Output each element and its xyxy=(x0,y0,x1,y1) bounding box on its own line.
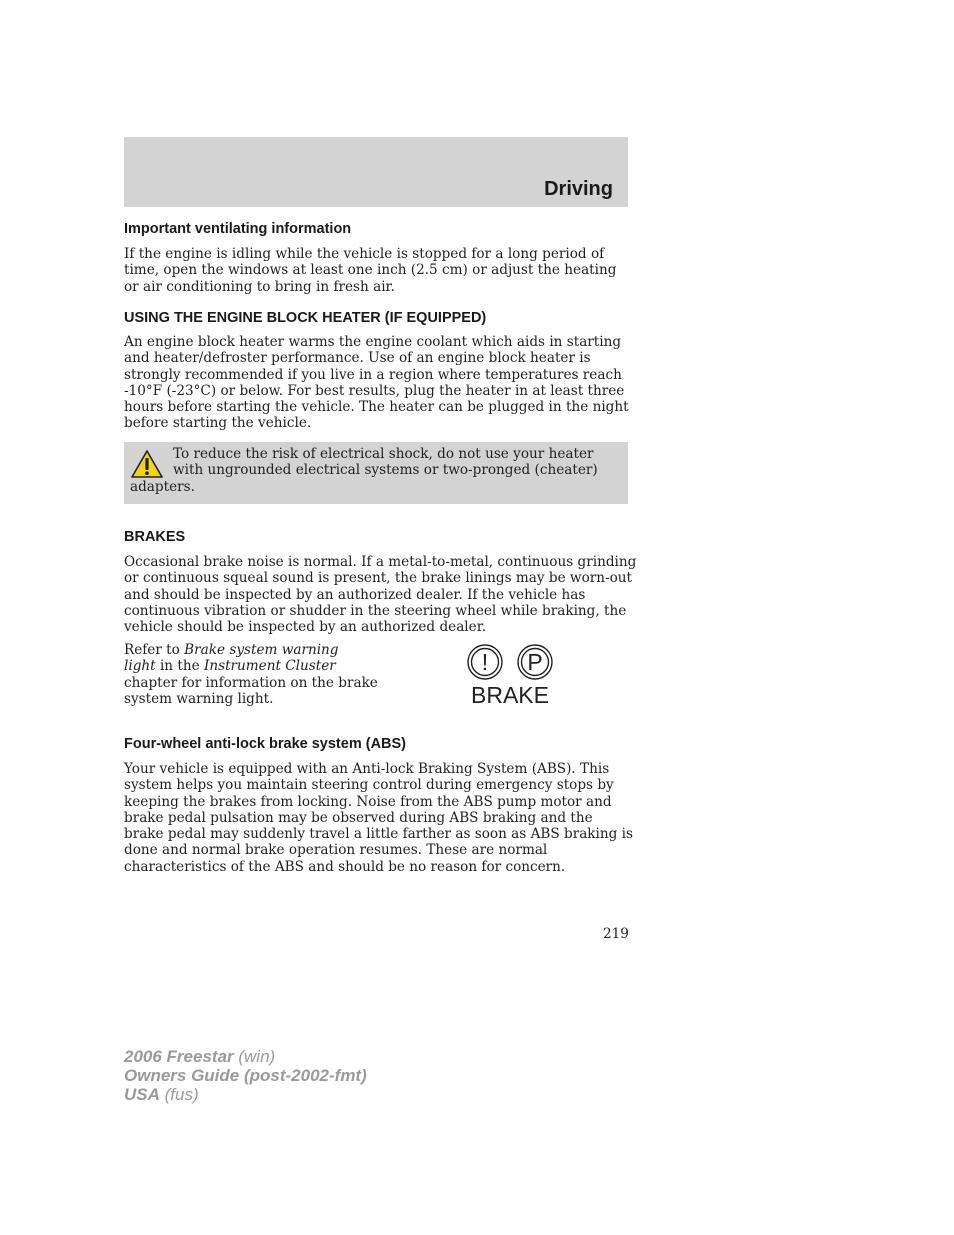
brake-light-reference xyxy=(124,642,384,707)
footer-guide: Owners Guide (post-2002-fmt) xyxy=(124,1066,367,1085)
text-line: continuous vibration or shudder in the steering wheel while braking, the xyxy=(124,602,627,619)
text-line: time, open the windows at least one inch (2.5 cm) or adjust the heating xyxy=(124,262,617,279)
text-line: keeping the brakes from locking. Noise from the ABS pump motor and xyxy=(124,793,612,810)
page-number: 219 xyxy=(603,926,629,942)
text-line xyxy=(124,642,384,658)
text-line: An engine block heater warms the engine coolant which aids in starting xyxy=(124,334,622,350)
refer-prefix: Refer to xyxy=(124,642,185,658)
text-line: vehicle should be inspected by an authorized dealer. xyxy=(124,619,487,636)
text-line: and heater/defroster performance. Use of an engine block heater is xyxy=(124,350,591,367)
text-line: Your vehicle is equipped with an Anti-lock Braking System (ABS). This xyxy=(124,761,610,777)
text-line: Occasional brake noise is normal. If a metal-to-metal, continuous grinding xyxy=(124,554,637,570)
section-header-band xyxy=(124,137,628,207)
brakes-heading: BRAKES xyxy=(124,529,186,545)
brakes-paragraph xyxy=(124,554,637,636)
text-line: If the engine is idling while the vehicle is stopped for a long period of xyxy=(124,246,605,262)
instrument-cluster-link-text: Instrument Cluster xyxy=(203,658,336,675)
text-line: brake pedal may suddenly travel a little farther as soon as ABS braking is xyxy=(124,826,633,843)
text-line: before starting the vehicle. xyxy=(124,415,312,432)
footer-line xyxy=(124,1085,367,1104)
text-line xyxy=(124,658,384,674)
text-line: and should be inspected by an authorized dealer. If the vehicle has xyxy=(124,586,586,603)
text-line: or continuous squeal sound is present, the brake linings may be worn-out xyxy=(124,570,633,587)
ventilating-heading: Important ventilating information xyxy=(124,221,352,237)
text-line: or air conditioning to bring in fresh air. xyxy=(124,278,395,295)
warning-line: with ungrounded electrical systems or two-pronged (cheater) xyxy=(173,462,598,479)
section-title: Driving xyxy=(544,178,613,200)
block-heater-heading: USING THE ENGINE BLOCK HEATER (IF EQUIPPED) xyxy=(124,310,487,326)
text-line: hours before starting the vehicle. The heater can be plugged in the night xyxy=(124,399,629,416)
footer-line xyxy=(124,1047,367,1066)
ventilating-paragraph xyxy=(124,246,630,295)
text-line: system helps you maintain steering control during emergency stops by xyxy=(124,777,614,794)
text-line: chapter for information on the brake xyxy=(124,674,378,691)
abs-heading: Four-wheel anti-lock brake system (ABS) xyxy=(124,736,407,752)
brake-warning-link-text: Brake system warning xyxy=(184,642,339,658)
exclamation-glyph: ! xyxy=(481,649,489,675)
footer-line xyxy=(124,1066,367,1085)
footer-model: 2006 Freestar xyxy=(124,1047,234,1066)
text-line: system warning light. xyxy=(124,690,274,707)
text-line: brake pedal pulsation may be observed during ABS braking and the xyxy=(124,809,593,826)
brake-label: BRAKE xyxy=(471,682,549,707)
text-line: characteristics of the ABS and should be no reason for concern. xyxy=(124,858,566,875)
text-line: -10°F (-23°C) or below. For best results, plug the heater in at least three xyxy=(124,382,625,399)
abs-paragraph xyxy=(124,761,633,875)
refer-middle: in the xyxy=(155,658,204,675)
warning-text xyxy=(130,446,620,495)
footer-model-code: (win) xyxy=(233,1047,276,1066)
footer-market: USA xyxy=(124,1085,160,1104)
text-line: done and normal brake operation resumes. These are normal xyxy=(124,842,548,859)
brake-warning-link-text: light xyxy=(124,658,156,675)
document-footer xyxy=(124,1047,367,1104)
warning-line: adapters. xyxy=(130,478,195,495)
block-heater-paragraph xyxy=(124,334,630,432)
text-line: strongly recommended if you live in a region where temperatures reach xyxy=(124,366,622,383)
warning-box xyxy=(124,442,628,504)
brake-warning-light-icon xyxy=(462,643,558,707)
footer-market-code: (fus) xyxy=(159,1085,199,1104)
park-p-glyph: P xyxy=(527,649,543,675)
warning-line: To reduce the risk of electrical shock, do not use your heater xyxy=(173,446,594,462)
